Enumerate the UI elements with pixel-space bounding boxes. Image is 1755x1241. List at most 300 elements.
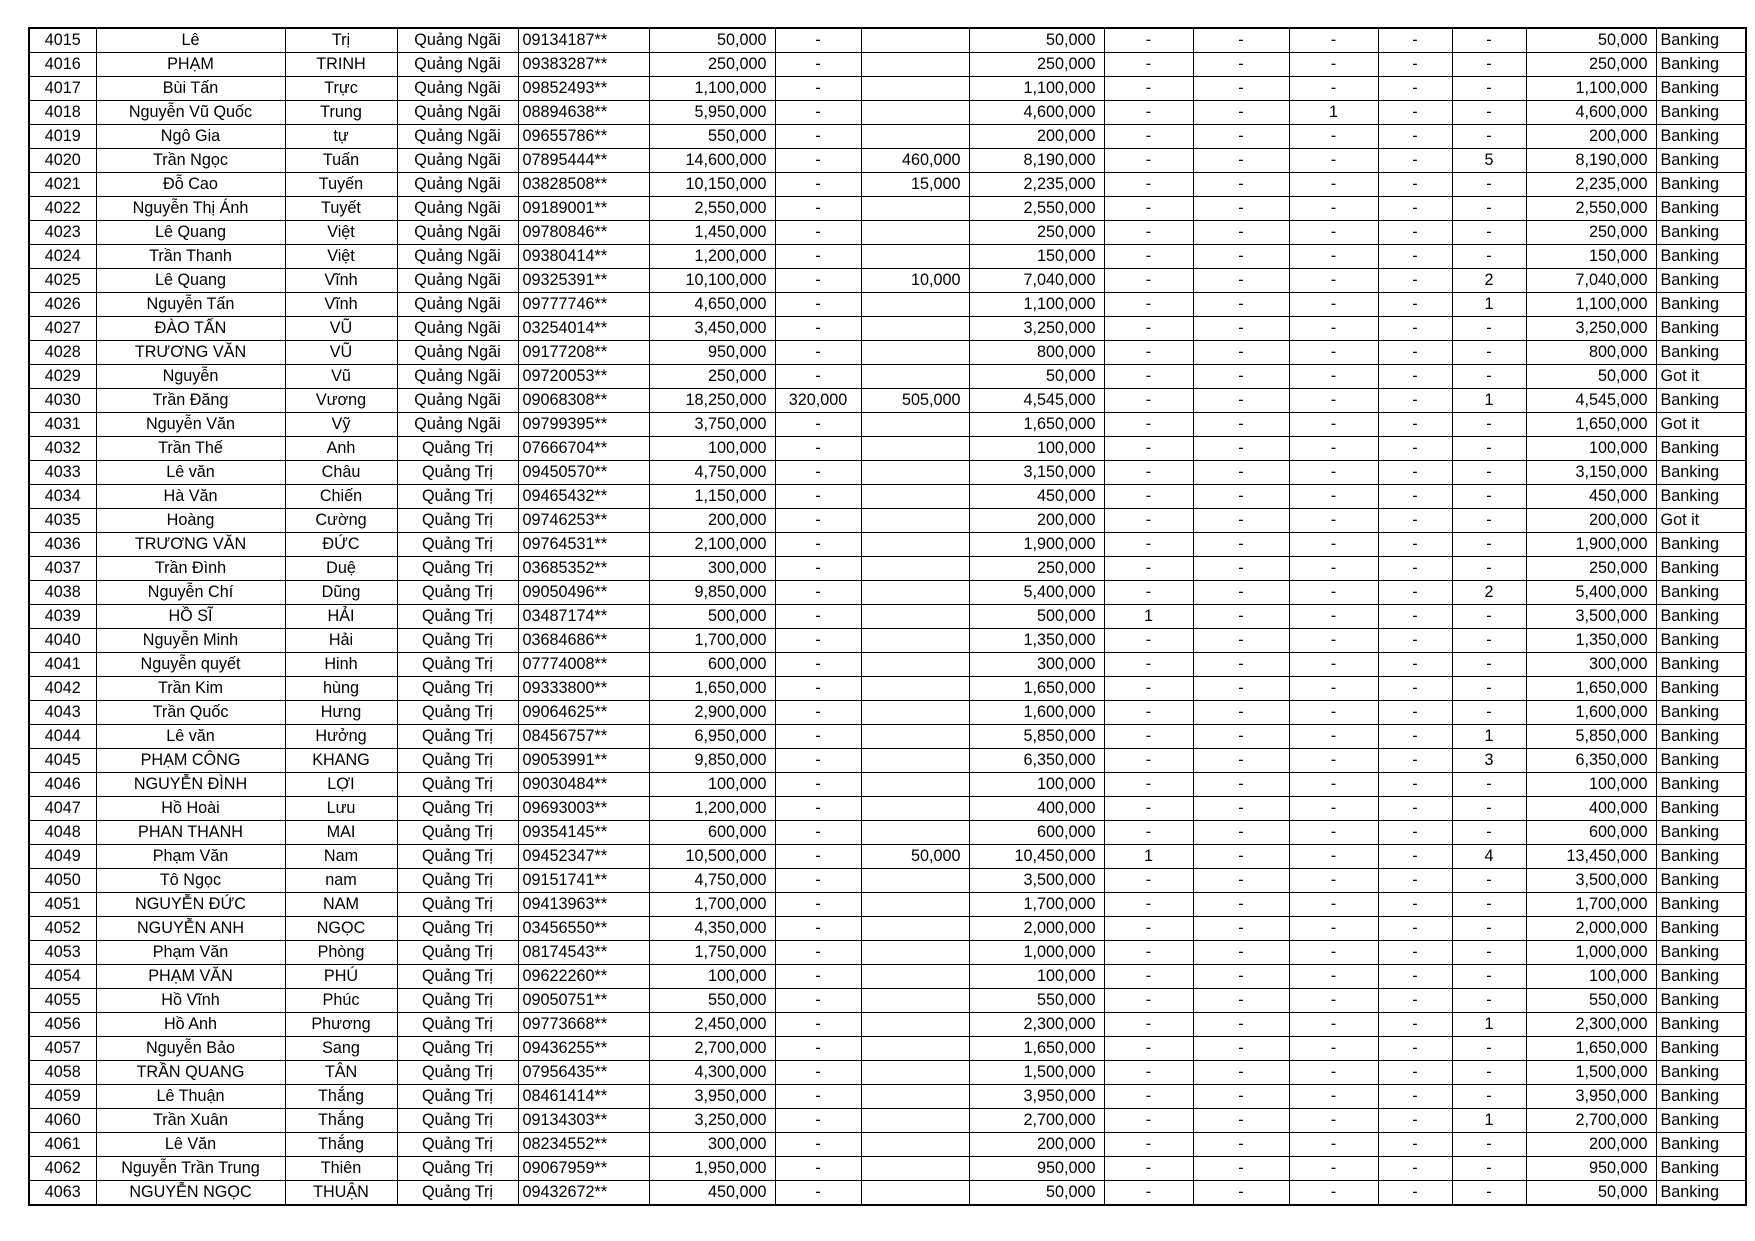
cell-count-4: -	[1378, 989, 1452, 1013]
cell-given-name: Tuấn	[285, 149, 397, 173]
cell-count-3: -	[1289, 653, 1378, 677]
cell-phone: 09465432**	[518, 485, 649, 509]
table-row	[29, 701, 1746, 725]
cell-phone: 09780846**	[518, 221, 649, 245]
cell-count-4: -	[1378, 221, 1452, 245]
cell-amount-1: 1,950,000	[649, 1157, 775, 1181]
cell-count-5: 1	[1452, 389, 1526, 413]
cell-given-name: Trực	[285, 77, 397, 101]
cell-amount-3	[861, 245, 969, 269]
cell-total: 250,000	[1526, 557, 1656, 581]
cell-count-1: -	[1104, 869, 1193, 893]
cell-method: Banking	[1656, 293, 1746, 317]
cell-amount-1: 4,750,000	[649, 869, 775, 893]
cell-phone: 03456550**	[518, 917, 649, 941]
cell-province: Quảng Ngãi	[397, 28, 518, 53]
cell-method: Banking	[1656, 869, 1746, 893]
cell-count-3: -	[1289, 365, 1378, 389]
table-row	[29, 533, 1746, 557]
table-row	[29, 1085, 1746, 1109]
cell-count-2: -	[1193, 1061, 1289, 1085]
cell-total: 1,350,000	[1526, 629, 1656, 653]
cell-count-2: -	[1193, 293, 1289, 317]
cell-count-5: 5	[1452, 149, 1526, 173]
cell-phone: 09799395**	[518, 413, 649, 437]
cell-amount-4: 2,235,000	[969, 173, 1104, 197]
cell-id: 4060	[29, 1109, 96, 1133]
cell-province: Quảng Trị	[397, 845, 518, 869]
cell-amount-1: 550,000	[649, 989, 775, 1013]
cell-amount-2: -	[775, 701, 861, 725]
cell-province: Quảng Trị	[397, 1061, 518, 1085]
cell-count-4: -	[1378, 557, 1452, 581]
cell-count-5: -	[1452, 485, 1526, 509]
cell-phone: 09777746**	[518, 293, 649, 317]
table-row	[29, 989, 1746, 1013]
cell-count-2: -	[1193, 917, 1289, 941]
cell-amount-4: 1,700,000	[969, 893, 1104, 917]
cell-amount-1: 100,000	[649, 437, 775, 461]
cell-count-1: -	[1104, 365, 1193, 389]
cell-count-3: -	[1289, 1157, 1378, 1181]
cell-province: Quảng Trị	[397, 917, 518, 941]
cell-province: Quảng Trị	[397, 893, 518, 917]
cell-amount-2: -	[775, 1133, 861, 1157]
table-row	[29, 1061, 1746, 1085]
cell-count-1: -	[1104, 653, 1193, 677]
cell-total: 4,545,000	[1526, 389, 1656, 413]
cell-count-3: 1	[1289, 101, 1378, 125]
cell-amount-3	[861, 293, 969, 317]
cell-count-4: -	[1378, 1013, 1452, 1037]
cell-surname: Trần Ngọc	[96, 149, 285, 173]
cell-phone: 09764531**	[518, 533, 649, 557]
cell-count-4: -	[1378, 1181, 1452, 1206]
cell-count-1: -	[1104, 125, 1193, 149]
cell-count-5: -	[1452, 533, 1526, 557]
cell-amount-4: 1,900,000	[969, 533, 1104, 557]
cell-total: 13,450,000	[1526, 845, 1656, 869]
cell-given-name: KHANG	[285, 749, 397, 773]
cell-given-name: Vương	[285, 389, 397, 413]
cell-method: Banking	[1656, 1013, 1746, 1037]
cell-given-name: TÂN	[285, 1061, 397, 1085]
cell-method: Banking	[1656, 629, 1746, 653]
cell-count-5: -	[1452, 28, 1526, 53]
cell-method: Banking	[1656, 1085, 1746, 1109]
cell-method: Banking	[1656, 917, 1746, 941]
cell-total: 250,000	[1526, 53, 1656, 77]
cell-province: Quảng Trị	[397, 1109, 518, 1133]
cell-id: 4062	[29, 1157, 96, 1181]
cell-surname: Lê văn	[96, 725, 285, 749]
cell-amount-4: 100,000	[969, 437, 1104, 461]
cell-count-2: -	[1193, 821, 1289, 845]
cell-surname: Trần Xuân	[96, 1109, 285, 1133]
cell-count-2: -	[1193, 389, 1289, 413]
cell-amount-1: 10,100,000	[649, 269, 775, 293]
cell-method: Banking	[1656, 965, 1746, 989]
cell-count-1: -	[1104, 101, 1193, 125]
cell-count-3: -	[1289, 1181, 1378, 1206]
cell-amount-2: -	[775, 1013, 861, 1037]
cell-amount-2: -	[775, 797, 861, 821]
cell-method: Banking	[1656, 677, 1746, 701]
cell-count-2: -	[1193, 869, 1289, 893]
cell-amount-1: 1,200,000	[649, 245, 775, 269]
cell-amount-4: 150,000	[969, 245, 1104, 269]
cell-method: Banking	[1656, 77, 1746, 101]
cell-count-1: -	[1104, 1109, 1193, 1133]
cell-province: Quảng Ngãi	[397, 101, 518, 125]
cell-province: Quảng Ngãi	[397, 389, 518, 413]
cell-surname: Hồ Vĩnh	[96, 989, 285, 1013]
cell-id: 4044	[29, 725, 96, 749]
cell-province: Quảng Trị	[397, 773, 518, 797]
cell-amount-3	[861, 413, 969, 437]
cell-amount-2: -	[775, 149, 861, 173]
cell-phone: 08174543**	[518, 941, 649, 965]
table-row	[29, 509, 1746, 533]
table-row	[29, 221, 1746, 245]
cell-count-3: -	[1289, 797, 1378, 821]
table-row	[29, 125, 1746, 149]
cell-count-4: -	[1378, 413, 1452, 437]
cell-amount-4: 2,700,000	[969, 1109, 1104, 1133]
cell-count-4: -	[1378, 509, 1452, 533]
cell-province: Quảng Ngãi	[397, 221, 518, 245]
cell-surname: Bùi Tấn	[96, 77, 285, 101]
cell-amount-1: 600,000	[649, 821, 775, 845]
cell-province: Quảng Trị	[397, 749, 518, 773]
cell-amount-3	[861, 101, 969, 125]
cell-phone: 08461414**	[518, 1085, 649, 1109]
cell-amount-1: 4,300,000	[649, 1061, 775, 1085]
cell-amount-2: -	[775, 1085, 861, 1109]
table-row	[29, 77, 1746, 101]
cell-total: 400,000	[1526, 797, 1656, 821]
table-row	[29, 1037, 1746, 1061]
cell-id: 4026	[29, 293, 96, 317]
cell-amount-3	[861, 701, 969, 725]
cell-count-2: -	[1193, 701, 1289, 725]
cell-count-5: -	[1452, 701, 1526, 725]
cell-amount-3: 15,000	[861, 173, 969, 197]
cell-amount-4: 200,000	[969, 509, 1104, 533]
cell-count-1: -	[1104, 917, 1193, 941]
cell-amount-1: 5,950,000	[649, 101, 775, 125]
cell-count-3: -	[1289, 557, 1378, 581]
cell-count-3: -	[1289, 893, 1378, 917]
cell-phone: 09436255**	[518, 1037, 649, 1061]
cell-amount-1: 2,100,000	[649, 533, 775, 557]
cell-amount-2: -	[775, 725, 861, 749]
cell-phone: 09354145**	[518, 821, 649, 845]
cell-count-4: -	[1378, 917, 1452, 941]
cell-count-3: -	[1289, 53, 1378, 77]
cell-count-3: -	[1289, 677, 1378, 701]
cell-province: Quảng Ngãi	[397, 53, 518, 77]
cell-province: Quảng Trị	[397, 533, 518, 557]
cell-surname: Nguyễn	[96, 365, 285, 389]
cell-surname: PHAN THANH	[96, 821, 285, 845]
cell-surname: Trần Đình	[96, 557, 285, 581]
cell-method: Banking	[1656, 269, 1746, 293]
cell-amount-2: -	[775, 893, 861, 917]
cell-phone: 09693003**	[518, 797, 649, 821]
cell-method: Banking	[1656, 197, 1746, 221]
cell-count-4: -	[1378, 1037, 1452, 1061]
cell-method: Banking	[1656, 149, 1746, 173]
cell-surname: Lê Quang	[96, 221, 285, 245]
cell-id: 4036	[29, 533, 96, 557]
cell-amount-4: 800,000	[969, 341, 1104, 365]
cell-count-4: -	[1378, 389, 1452, 413]
cell-amount-1: 1,650,000	[649, 677, 775, 701]
table-row	[29, 1109, 1746, 1133]
cell-id: 4023	[29, 221, 96, 245]
cell-id: 4016	[29, 53, 96, 77]
cell-id: 4034	[29, 485, 96, 509]
cell-total: 200,000	[1526, 1133, 1656, 1157]
cell-phone: 03254014**	[518, 317, 649, 341]
cell-amount-4: 1,100,000	[969, 77, 1104, 101]
cell-amount-2: 320,000	[775, 389, 861, 413]
cell-method: Banking	[1656, 389, 1746, 413]
cell-amount-3	[861, 365, 969, 389]
table-row	[29, 245, 1746, 269]
cell-amount-4: 8,190,000	[969, 149, 1104, 173]
table-row	[29, 821, 1746, 845]
cell-count-4: -	[1378, 1133, 1452, 1157]
cell-surname: PHẠM	[96, 53, 285, 77]
cell-count-4: -	[1378, 485, 1452, 509]
cell-count-2: -	[1193, 53, 1289, 77]
table-row	[29, 965, 1746, 989]
cell-amount-3: 50,000	[861, 845, 969, 869]
cell-count-2: -	[1193, 125, 1289, 149]
table-row	[29, 557, 1746, 581]
cell-count-5: -	[1452, 677, 1526, 701]
cell-amount-3	[861, 317, 969, 341]
cell-phone: 09050751**	[518, 989, 649, 1013]
cell-amount-2: -	[775, 869, 861, 893]
cell-given-name: Tuyến	[285, 173, 397, 197]
cell-id: 4022	[29, 197, 96, 221]
cell-count-3: -	[1289, 989, 1378, 1013]
cell-amount-2: -	[775, 773, 861, 797]
cell-phone: 09177208**	[518, 341, 649, 365]
cell-id: 4041	[29, 653, 96, 677]
table-row	[29, 629, 1746, 653]
cell-count-1: -	[1104, 1181, 1193, 1206]
cell-count-2: -	[1193, 1109, 1289, 1133]
cell-count-1: -	[1104, 437, 1193, 461]
cell-count-1: -	[1104, 773, 1193, 797]
cell-amount-3	[861, 1181, 969, 1206]
cell-total: 8,190,000	[1526, 149, 1656, 173]
cell-phone: 09189001**	[518, 197, 649, 221]
cell-count-5: 1	[1452, 725, 1526, 749]
cell-total: 1,600,000	[1526, 701, 1656, 725]
cell-given-name: PHÚ	[285, 965, 397, 989]
table-row	[29, 1157, 1746, 1181]
cell-id: 4043	[29, 701, 96, 725]
cell-count-1: -	[1104, 629, 1193, 653]
cell-count-5: -	[1452, 221, 1526, 245]
cell-province: Quảng Ngãi	[397, 341, 518, 365]
cell-method: Banking	[1656, 245, 1746, 269]
cell-surname: Tô Ngọc	[96, 869, 285, 893]
cell-total: 3,150,000	[1526, 461, 1656, 485]
cell-count-1: -	[1104, 413, 1193, 437]
cell-phone: 03828508**	[518, 173, 649, 197]
cell-count-4: -	[1378, 941, 1452, 965]
cell-method: Banking	[1656, 101, 1746, 125]
cell-total: 2,235,000	[1526, 173, 1656, 197]
cell-count-3: -	[1289, 1061, 1378, 1085]
cell-amount-4: 950,000	[969, 1157, 1104, 1181]
table-row	[29, 101, 1746, 125]
cell-count-4: -	[1378, 797, 1452, 821]
cell-count-1: -	[1104, 28, 1193, 53]
cell-total: 1,100,000	[1526, 77, 1656, 101]
cell-amount-1: 10,500,000	[649, 845, 775, 869]
cell-count-4: -	[1378, 437, 1452, 461]
cell-amount-1: 500,000	[649, 605, 775, 629]
cell-phone: 07956435**	[518, 1061, 649, 1085]
cell-amount-3	[861, 725, 969, 749]
cell-count-4: -	[1378, 581, 1452, 605]
cell-amount-1: 2,550,000	[649, 197, 775, 221]
cell-amount-3	[861, 485, 969, 509]
table-row	[29, 389, 1746, 413]
cell-amount-4: 4,600,000	[969, 101, 1104, 125]
table-row	[29, 797, 1746, 821]
cell-amount-4: 2,550,000	[969, 197, 1104, 221]
cell-amount-4: 100,000	[969, 965, 1104, 989]
cell-total: 3,250,000	[1526, 317, 1656, 341]
cell-count-5: -	[1452, 1085, 1526, 1109]
cell-province: Quảng Ngãi	[397, 125, 518, 149]
cell-count-2: -	[1193, 581, 1289, 605]
cell-count-2: -	[1193, 269, 1289, 293]
cell-given-name: Phúc	[285, 989, 397, 1013]
cell-amount-3	[861, 557, 969, 581]
cell-method: Banking	[1656, 605, 1746, 629]
cell-count-4: -	[1378, 269, 1452, 293]
table-row	[29, 1013, 1746, 1037]
cell-amount-2: -	[775, 173, 861, 197]
cell-province: Quảng Trị	[397, 605, 518, 629]
cell-count-2: -	[1193, 77, 1289, 101]
cell-amount-3	[861, 653, 969, 677]
cell-amount-2: -	[775, 485, 861, 509]
cell-amount-4: 200,000	[969, 1133, 1104, 1157]
cell-id: 4040	[29, 629, 96, 653]
cell-count-3: -	[1289, 1085, 1378, 1109]
cell-surname: Lê văn	[96, 461, 285, 485]
cell-count-1: -	[1104, 581, 1193, 605]
cell-count-5: -	[1452, 245, 1526, 269]
cell-count-1: -	[1104, 701, 1193, 725]
cell-amount-4: 250,000	[969, 53, 1104, 77]
cell-amount-1: 1,700,000	[649, 629, 775, 653]
cell-phone: 08894638**	[518, 101, 649, 125]
cell-id: 4053	[29, 941, 96, 965]
cell-count-2: -	[1193, 605, 1289, 629]
cell-given-name: Hưởng	[285, 725, 397, 749]
cell-count-3: -	[1289, 749, 1378, 773]
cell-total: 3,500,000	[1526, 869, 1656, 893]
cell-id: 4042	[29, 677, 96, 701]
cell-amount-3	[861, 533, 969, 557]
cell-province: Quảng Trị	[397, 989, 518, 1013]
cell-count-3: -	[1289, 245, 1378, 269]
cell-amount-1: 300,000	[649, 1133, 775, 1157]
cell-count-4: -	[1378, 749, 1452, 773]
cell-id: 4061	[29, 1133, 96, 1157]
cell-amount-1: 1,150,000	[649, 485, 775, 509]
table-row	[29, 941, 1746, 965]
cell-count-1: -	[1104, 149, 1193, 173]
cell-amount-1: 3,750,000	[649, 413, 775, 437]
cell-count-1: -	[1104, 1061, 1193, 1085]
cell-count-1: -	[1104, 389, 1193, 413]
cell-amount-3	[861, 221, 969, 245]
cell-province: Quảng Trị	[397, 965, 518, 989]
cell-count-4: -	[1378, 1061, 1452, 1085]
cell-surname: Phạm Văn	[96, 941, 285, 965]
cell-phone: 09450570**	[518, 461, 649, 485]
cell-count-2: -	[1193, 1157, 1289, 1181]
cell-count-5: -	[1452, 965, 1526, 989]
cell-amount-1: 100,000	[649, 773, 775, 797]
cell-total: 950,000	[1526, 1157, 1656, 1181]
cell-count-1: -	[1104, 725, 1193, 749]
cell-surname: Nguyễn Trần Trung	[96, 1157, 285, 1181]
cell-province: Quảng Trị	[397, 869, 518, 893]
cell-amount-3	[861, 989, 969, 1013]
cell-amount-2: -	[775, 917, 861, 941]
cell-amount-1: 1,200,000	[649, 797, 775, 821]
cell-count-1: -	[1104, 557, 1193, 581]
cell-amount-3	[861, 1157, 969, 1181]
cell-count-4: -	[1378, 725, 1452, 749]
cell-count-1: -	[1104, 1085, 1193, 1109]
cell-count-4: -	[1378, 341, 1452, 365]
cell-amount-3	[861, 1133, 969, 1157]
cell-count-3: -	[1289, 773, 1378, 797]
cell-amount-2: -	[775, 653, 861, 677]
cell-amount-4: 3,500,000	[969, 869, 1104, 893]
cell-amount-4: 4,545,000	[969, 389, 1104, 413]
cell-count-3: -	[1289, 725, 1378, 749]
cell-phone: 09413963**	[518, 893, 649, 917]
cell-surname: Lê	[96, 28, 285, 53]
cell-count-3: -	[1289, 1037, 1378, 1061]
cell-amount-2: -	[775, 365, 861, 389]
cell-id: 4017	[29, 77, 96, 101]
cell-surname: Nguyễn Bảo	[96, 1037, 285, 1061]
cell-count-1: -	[1104, 749, 1193, 773]
cell-method: Banking	[1656, 485, 1746, 509]
cell-surname: Đỗ Cao	[96, 173, 285, 197]
cell-amount-4: 1,650,000	[969, 413, 1104, 437]
cell-count-5: -	[1452, 1157, 1526, 1181]
cell-amount-2: -	[775, 77, 861, 101]
cell-count-3: -	[1289, 1013, 1378, 1037]
